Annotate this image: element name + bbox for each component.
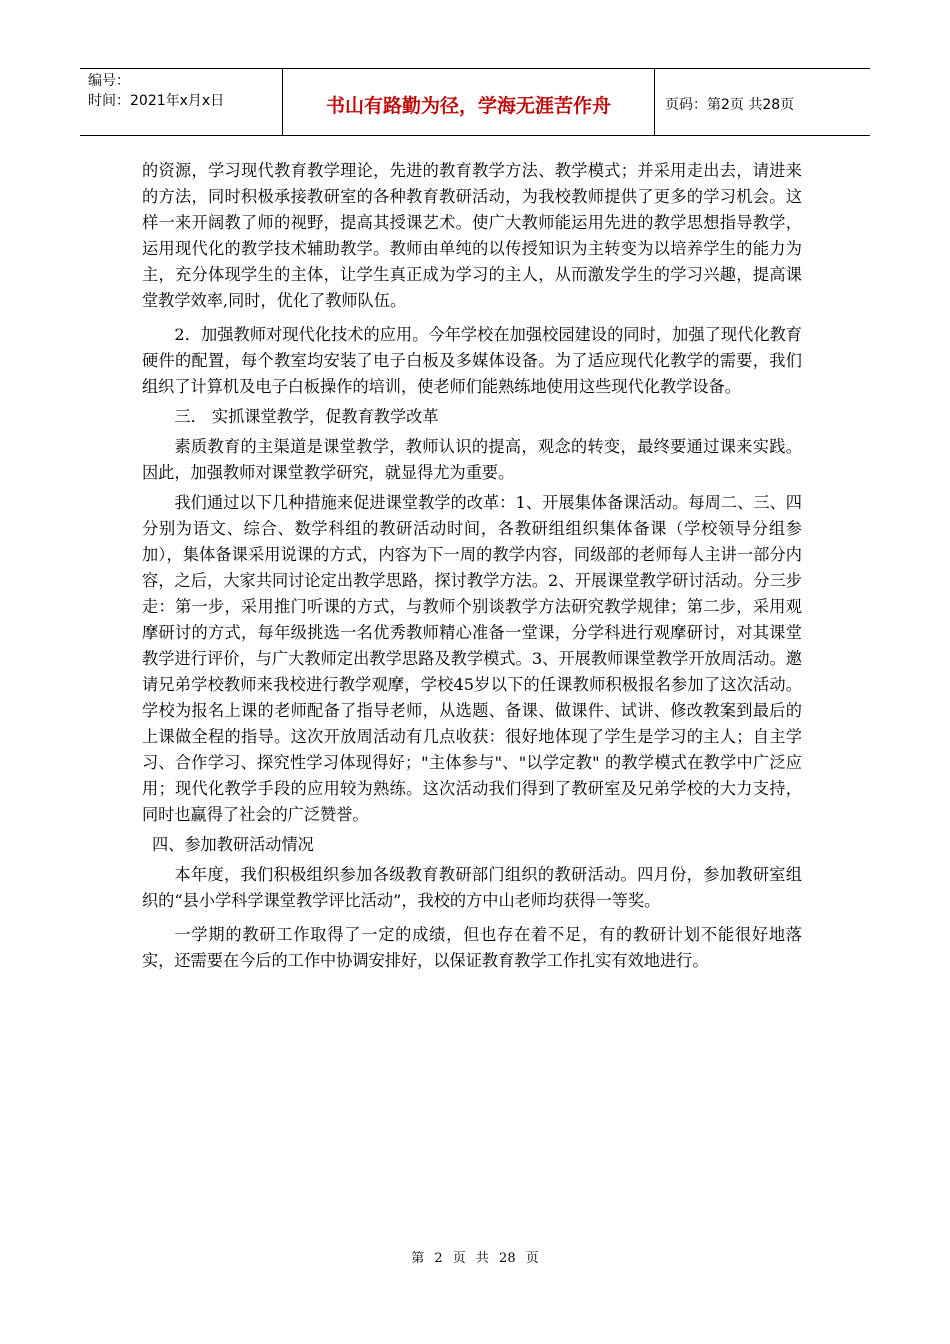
header-meta bbox=[80, 69, 283, 135]
document-date: 时间：2021年x月x日 bbox=[88, 93, 225, 109]
paragraph-summary: 一学期的教研工作取得了一定的成绩，但也存在着不足，有的教研计划不能很好地落实，还需要在今后的工作中协调安排好，以保证教育教学工作扎实有效地进行。 bbox=[142, 925, 802, 970]
page-footer: 第 2 页 共 28 页 bbox=[411, 1251, 539, 1266]
paragraph-resources: 的资源，学习现代教育教学理论，先进的教育教学方法、教学模式；并采用走出去，请进来的方法，同时积极承接教研室的各种教育教研活动，为我校教师提供了更多的学习机会。这样一来开阔教了师的视野，提高其授课艺术。使广大教师能运用先进的教学思想指导教学，运用现代化的教学技术辅助教学。教师由单纯的以传授知识为主转变为以培养学生的能力为主，充分体现学生的主体，让学生真正成为学习的主人，从而激发学生的学习兴趣，提高课堂教学效率,同时，优化了教师队伍。 bbox=[142, 161, 802, 310]
document-number-label: 编号： bbox=[88, 73, 130, 89]
header-page-info: 页码：第2页 共28页 bbox=[665, 97, 795, 113]
section-heading-research: 四、参加教研活动情况 bbox=[152, 835, 314, 854]
header-motto: 书山有路勤为径，学海无涯苦作舟 bbox=[283, 69, 655, 135]
document-body bbox=[142, 158, 802, 982]
page-header bbox=[80, 68, 870, 136]
section-heading-classroom: 三． 实抓课堂教学，促教育教学改革 bbox=[174, 407, 439, 426]
paragraph-quality-education: 素质教育的主渠道是课堂教学，教师认识的提高，观念的转变，最终要通过课来实践。因此，加强教师对课堂教学研究，就显得尤为重要。 bbox=[142, 437, 802, 482]
paragraph-research-activities: 本年度，我们积极组织参加各级教育教研部门组织的教研活动。四月份，参加教研室组织的“县小学科学课堂教学评比活动”，我校的方中山老师均获得一等奖。 bbox=[142, 865, 802, 910]
paragraph-tech-application: 2．加强教师对现代化技术的应用。今年学校在加强校园建设的同时，加强了现代化教育硬件的配置，每个教室均安装了电子白板及多媒体设备。为了适应现代化教学的需要，我们组织了计算机及电子白板操作的培训，使老师们能熟练地使用这些现代化教学设备。 bbox=[142, 325, 802, 396]
paragraph-measures: 我们通过以下几种措施来促进课堂教学的改革：1、开展集体备课活动。每周二、三、四分别为语文、综合、数学科组的教研活动时间，各教研组组织集体备课（学校领导分组参加），集体备课采用说课的方式，内容为下一周的教学内容，同级部的老师每人主讲一部分内容，之后，大家共同讨论定出教学思路，探讨教学方法。2、开展课堂教学研讨活动。分三步走：第一步，采用推门听课的方式，与教师个别谈教学方法研究教学规律；第二步，采用观摩研讨的方式，每年级挑选一名优秀教师精心准备一堂课，分学科进行观摩研讨，对其课堂教学进行评价，与广大教师定出教学思路及教学模式。3、开展教师课堂教学开放周活动。邀请兄弟学校教师来我校进行教学观摩，学校45岁以下的任课教师积极报名参加了这次活动。学校为报名上课的老师配备了指导老师，从选题、备课、做课件、试讲、修改教案到最后的上课做全程的指导。这次开放周活动有几点收获：很好地体现了学生是学习的主人；自主学习、合作学习、探究性学习体现得好；"主体参与"、"以学定教" 的教学模式在教学中广泛应用；现代化教学手段的应用较为熟练。这次活动我们得到了教研室及兄弟学校的大力支持，同时也赢得了社会的广泛赞誉。 bbox=[142, 493, 802, 824]
